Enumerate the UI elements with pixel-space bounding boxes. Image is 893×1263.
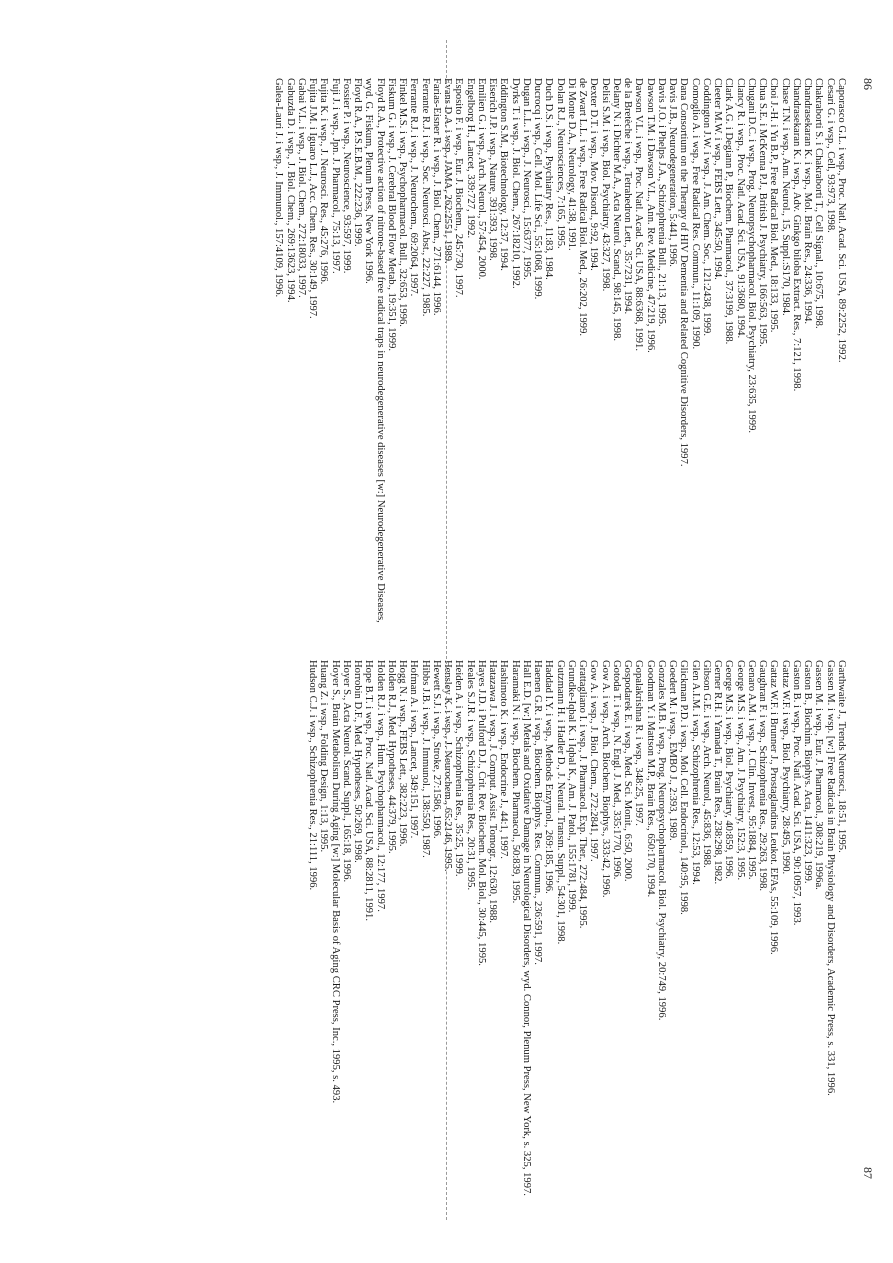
reference-entry: Delany N. i Dichter M.A., Acta Neurol. Scand., 98:145, 1998.: [611, 78, 622, 342]
reference-entry: Finkel M.S. i wsp., Psychopharmacol. Bull., 32:653, 1996.: [397, 78, 409, 327]
reference-entry: Gospodarek E. i wsp., Med. Sci. Monit., 6:50, 2000.: [622, 660, 634, 882]
reference-entry: Gassen M. i wsp., Eur. J. Pharmacol., 308:219, 1996a.: [813, 660, 825, 890]
reference-entry: Dana Consortium on the Therapy of HIV Dementia and Related Cognitive Disorders, 1997.: [678, 78, 690, 467]
reference-entry: Hatazawa J. i wsp., J. Comput. Assist. Tomogr., 12:630, 1988.: [487, 660, 499, 924]
reference-entry: Davis J.O. i Phelps J.A., Schizophrenia Bull., 21:13, 1995.: [656, 78, 667, 327]
reference-entry: Grundke-Iqbal K. i Iqbal K., Am. J. Patol., 155:1781, 1999.: [566, 660, 577, 913]
reference-entry: Haddad I.Y. i wsp., Methods Enzymol., 269:185, 1996.: [543, 660, 555, 894]
reference-entry: Gaughran F. i wsp., Schizophrenia Res., 29:263, 1998.: [757, 660, 769, 892]
reference-entry: Floyd R.A., P.S.E.B.M., 222:236, 1999.: [352, 78, 364, 247]
reference-entry: Gow A. i wsp., J. Biol. Chem., 272:2841, 1997.: [588, 660, 600, 862]
reference-entry: Chugani D.C. i wsp., Prog. Neuropsychopharmacol. Biol. Psychiatry, 23:635, 1999.: [746, 78, 757, 434]
reference-entry: Dawson T.M. i Dawson V.L., Ann. Rev. Medicine, 47:219, 1996.: [644, 78, 656, 353]
reference-entry: George M.S. i wsp., Am. J. Psychiatry, 152:3, 1995.: [734, 660, 746, 881]
reference-entry: Chakraborti S. i Chakraborti T., Cell Signal., 10:675, 1998.: [813, 78, 825, 329]
page-number-left: 86: [861, 78, 875, 90]
reference-entry: Chandrasekaran K. i wsp., Mol. Brain Res., 24:336, 1994.: [802, 78, 814, 324]
reference-entry: Hofman A. i wsp., Lancet, 349:151, 1997.: [408, 660, 420, 839]
reference-entry: Hogg N. i wsp., FEBS Lett., 382:223, 1996.: [397, 660, 409, 847]
reference-entry: Chua S.E. i McKenna P.J., British J. Psychiatry, 166:563, 1995.: [757, 78, 769, 347]
reference-entry: Ducrocq i wsp., Cell. Mol. Life Sci., 55:1068, 1999.: [532, 78, 544, 300]
reference-entry: Hayes J.D. i Pulford D.J., Crit. Rev. Biochem. Mol. Biol., 30:445, 1995.: [476, 660, 487, 966]
reference-entry: Fiskum G. i wsp., J. Cerebral Blood Flow Metab., 19:351, 1999.: [386, 78, 397, 352]
reference-entry: Chandrasekaran K. i wsp., Adv. Ginkgo biloba Extract. Res., 7:121, 1998.: [791, 78, 802, 392]
reference-entry: de Zwart L.L. i wsp., Free Radical Biol. Med., 26:202, 1999.: [577, 78, 589, 337]
reference-entry: Chase T.N. i wsp., Ann. Neurol., 15, Suppl.:S170, 1984.: [779, 78, 791, 316]
reference-entry: Glen A.I.M. i wsp., Schizophrenia Res., 12:53, 1994.: [689, 660, 701, 885]
reference-entry: Gopalakrishna R. i wsp., 348:25, 1997.: [633, 660, 645, 826]
reference-entry: Delisi S.M. i wsp., Biol. Psychiatry, 43:327, 1998.: [599, 78, 611, 292]
page-fold-divider: [446, 40, 447, 1220]
reference-entry: Horrobin D.F., Med. Hypotheses, 50:269, 1998.: [352, 660, 364, 863]
reference-entry: Hall E.D. [w:] Metals and Oxidative Damage in Neurological Disorders, wyd. Connor, Plenum Press, New York, s. 325, 1997.: [521, 660, 532, 1196]
reference-entry: Gow A. i wsp., Arch. Biochem. Biophys., 333:42, 1996.: [599, 660, 611, 898]
reference-entry: Hudson C.J. i wsp., Schizophrenia Res., 21:111, 1996.: [307, 660, 319, 891]
reference-entry: Floyd R.A., Protective action of nitrone-based free radical traps in neurodegenerative diseases [w:] Neurodegenerative Diseases, wyd. G. Fiskum, Plenum Press, New York 1996.: [363, 78, 386, 623]
reference-entry: Fuji J. i wsp., Jpn. J. Pharmacol., 75:13, 1997.: [329, 78, 341, 274]
reference-entry: Engelborg H., Lancet, 339:727, 1992.: [464, 78, 476, 239]
reference-entry: Dugan L.L. i wsp., J. Neurosci., 15:6377, 1995.: [521, 78, 532, 280]
reference-entry: Gaston B. i wsp., Proc. Natl. Acad. Sci. USA, 90:10957, 1993.: [791, 660, 802, 926]
reference-entry: Gibson G.E. i wsp., Arch. Neurol., 45:836, 1988.: [701, 660, 712, 868]
reference-entry: Dexter D.T. i wsp., Mov. Disord., 9:92, 1994.: [588, 78, 600, 271]
right-page-references: [307, 660, 847, 1200]
reference-entry: Holden R.J. i wsp., Hum. Psychopharmacol., 12:177, 1997.: [374, 660, 386, 912]
left-page-references: [273, 78, 847, 638]
reference-entry: Heales S.J.R. i wsp., Schizophrenia Res., 20:31, 1995.: [464, 660, 476, 891]
reference-entry: Esposito F. i wsp., Eur. J. Biochem., 245:730, 1997.: [453, 78, 465, 298]
reference-entry: Hewett S.J. i wsp., Stroke, 27:1586, 1996.: [431, 660, 442, 839]
reference-entry: Hensley K. i wsp., J. Neurochem., 65:2146, 1995.: [442, 660, 454, 872]
reference-entry: Fossier P. i wsp., Neuroscience, 93:597, 1999.: [341, 78, 352, 274]
reference-entry: Gonzales M.B. i wsp., Prog. Neuropsychopharmacol. Biol. Psychiatry, 20:749, 1996.: [656, 660, 667, 1021]
reference-entry: Ferrante R.J. i wsp., J. Neurochem., 69:2064, 1997.: [408, 78, 420, 297]
reference-entry: Gattaz W.F. i Brunner J., Prostaglandins Leukot. EFAs, 55:109, 1996.: [768, 660, 780, 955]
reference-entry: Glickman P.D. i wsp., Mol. Cell. Endocrinol., 140:95, 1998.: [678, 660, 690, 915]
reference-entry: Clark A.G. i Degiann P., Biochem. Pharmacol., 37:3199, 1988.: [723, 78, 735, 345]
reference-entry: Davis J.B., Neurodegeneration, 5:441, 1996.: [667, 78, 679, 267]
reference-entry: Gutzmann H. i Hadler D., J. Neural. Transm. Suppl., 54:301, 1998.: [554, 660, 566, 945]
reference-entry: Gaston B., Biochim. Biophys. Acta, 1411:323, 1999.: [802, 660, 814, 884]
reference-entry: Duch D.S. i wsp., Psychiatry Res., 11:83, 1984.: [543, 78, 555, 280]
reference-entry: Haenen G.R. i wsp., Biochem. Biophys. Res. Commun., 236:591, 1997.: [532, 660, 544, 965]
reference-entry: Choi J.-H. i Yu B.P., Free Radical Biol. Med., 18:133, 1995.: [768, 78, 780, 333]
reference-entry: Cleeter M.W. i wsp., FEBS Lett., 345:50, 1994.: [712, 78, 724, 280]
reference-entry: Goodman Y. i Mattson M.P., Brain Res., 650:170, 1994.: [644, 660, 656, 898]
reference-entry: Di Monte D.A., Neurology, 41:38, 1991.: [566, 78, 577, 251]
reference-entry: Fujita J.M. i Iguaro L.J., Acc. Chem. Res., 30:149, 1997.: [307, 78, 319, 319]
reference-entry: Gassen M. i wsp. [w:] Free Radicals in Brain Physiology and Disorders, Academic Press, s. 331, 1996.: [824, 660, 836, 1096]
reference-entry: Heiden A. i wsp., Schizophrenia Res., 35:25, 1999.: [453, 660, 465, 877]
reference-entry: Dyrks T. i wsp., J. Biol. Chem., 267:18210, 1992.: [509, 78, 521, 289]
reference-entry: George M.S. i wsp., Biol. Psychiatry, 40:859, 1996.: [723, 660, 735, 879]
reference-entry: Holden R.J., Med. Hypotheses, 44:379, 1995.: [386, 660, 397, 854]
reference-entry: Goedert M. i wsp., EMBO J., 2:393, 1989.: [667, 660, 679, 841]
reference-entry: Dolan R.J., Neurosciences, 7:165, 1995.: [554, 78, 566, 249]
reference-entry: Evans D.A. i wsp., JAMA, 262:2551, 1989.: [442, 78, 454, 264]
reference-entry: Grattagliano I. i wsp., J. Pharmacol. Exp. Ther., 272:484, 1995.: [577, 660, 589, 929]
reference-entry: Cesari G. i wsp., Cell, 93:973, 1998.: [824, 78, 836, 233]
reference-entry: Galea-Lauri J. i wsp., J. Immunol., 157:4109, 1996.: [273, 78, 285, 298]
reference-entry: Ferrante R.J. i wsp., Soc. Neurosci. Abst., 22:227, 1985.: [419, 78, 431, 317]
reference-entry: Hoyer S., Brain Metabolism During Aging [w:] Molecular Basis of Aging CRC Press, Inc., 1995, s. 493.: [329, 660, 341, 1104]
reference-entry: Hashimoto K. i wsp., Endocrine J., 44:1, 1997.: [498, 660, 510, 859]
reference-entry: Hoyer S., Acta Neurol. Scand. Suppl., 165:18, 1996.: [341, 660, 352, 883]
reference-entry: Dawson V.L. i wsp., Proc. Natl. Acad. Sci. USA, 88:6368, 1991.: [633, 78, 645, 351]
reference-entry: Fujita K. i wsp., J. Neurosci. Res., 45:276, 1996.: [318, 78, 330, 285]
reference-entry: Garthwaite J., Trends Neurosci., 18:51, 1995.: [836, 660, 847, 853]
reference-entry: de la Bretèche i wsp., Tetrahedron Lett., 35:7231, 1994.: [622, 78, 634, 315]
reference-entry: Coddington J.W. i wsp., J. Am. Chem. Soc., 121:2438, 1999.: [701, 78, 712, 336]
reference-entry: Huang Z. i wsp., Folding Design, 1:13, 1995.: [318, 660, 330, 853]
reference-entry: Eiserich J.P. i wsp., Nature, 391:393, 1998.: [487, 78, 499, 261]
page-number-right: 87: [861, 1167, 875, 1179]
reference-entry: Gerner R.H. i Yamada T., Brain Res., 238:298, 1982.: [712, 660, 724, 885]
reference-entry: Hibbs J.B. i wsp., J. Immunol., 138:550, 1987.: [419, 660, 431, 858]
reference-entry: Genaro A.M. i wsp., J. Clin. Invest., 95:1884, 1995.: [746, 660, 757, 880]
reference-entry: Gabuzda D. i wsp., J. Biol. Chem., 269:13623, 1994.: [284, 78, 296, 303]
reference-entry: Emilien G. i wsp., Arch. Neurol., 57:454, 2000.: [476, 78, 487, 280]
reference-entry: Gabai V.L. i wsp., J. Biol. Chem., 272:18033, 1997.: [296, 78, 307, 298]
reference-entry: Comoglio A. i wsp., Free Radical Res. Commun., 11:109, 1990.: [689, 78, 701, 350]
reference-entry: Eddington S.M., Biotechnology, 12:37, 1994.: [498, 78, 510, 271]
reference-entry: Hope B.T. i wsp., Proc. Natl. Acad. Sci. USA, 88:2811, 1991.: [363, 660, 375, 921]
reference-entry: Haramaki N. i wsp., Biochem. Pharmacol., 50:839, 1995.: [509, 660, 521, 904]
reference-entry: Caporasco G.L. i wsp., Proc. Natl. Acad. Sci. USA, 89:2252, 1992.: [836, 78, 847, 363]
reference-entry: Clancy R. i wsp., Proc. Natl. Acad. Sci. USA, 91:3680, 1994.: [734, 78, 746, 339]
reference-entry: Gotoda T. i wsp., N. Engl. J. Med., 335:1770, 1996.: [611, 660, 622, 880]
reference-entry: Gattaz W.F. i wsp., Biol. Psychiatry, 28:495, 1990.: [779, 660, 791, 875]
reference-entry: Farias-Eisner R. i wsp., J. Biol. Chem., 271:6144, 1996.: [431, 78, 442, 316]
